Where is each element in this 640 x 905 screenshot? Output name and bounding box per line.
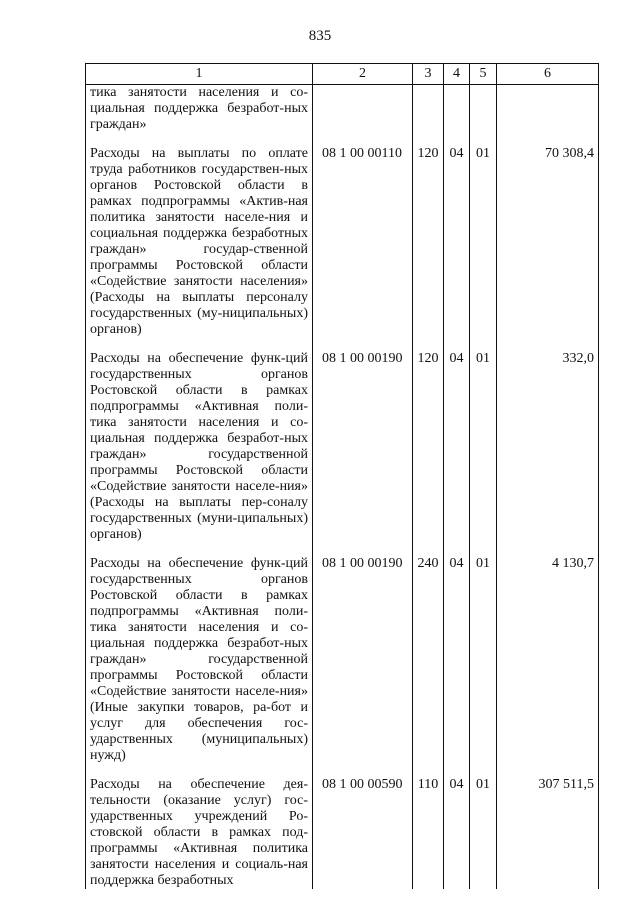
header-row (86, 64, 599, 85)
row-target-code (313, 85, 413, 142)
budget-table (85, 63, 599, 889)
row-subsection: 01 (470, 346, 497, 551)
table-row (86, 346, 599, 551)
row-target-code: 08 1 00 00190 (313, 346, 413, 551)
row-expense-type: 110 (413, 772, 444, 889)
table-header (86, 64, 599, 85)
row-description: Расходы на обеспечение дея-тельности (оказание услуг) гос-ударственных учреждений Ро-стовской области в рамках под-программы «Активная политика занятости населения и социаль-ная поддержка безработных (86, 772, 313, 889)
header-col-1: 1 (86, 64, 313, 85)
row-expense-type: 120 (413, 141, 444, 346)
row-expense-type (413, 85, 444, 142)
row-section: 04 (444, 772, 470, 889)
header-col-4: 4 (444, 64, 470, 85)
row-amount (497, 85, 599, 142)
header-col-5: 5 (470, 64, 497, 85)
page-number: 835 (308, 28, 332, 44)
row-amount: 332,0 (497, 346, 599, 551)
row-amount: 4 130,7 (497, 551, 599, 772)
header-col-6: 6 (497, 64, 599, 85)
row-description: тика занятости населения и со-циальная поддержка безработ-ных граждан» (86, 85, 313, 142)
row-target-code: 08 1 00 00190 (313, 551, 413, 772)
row-description: Расходы на выплаты по оплате труда работников государствен-ных органов Ростовской области в рамках подпрограммы «Актив-ная политика занятости населе-ния и социальная поддержка безработных граждан» государ-ственной программы Ростовской области «Содействие занятости населения» (Расходы на выплаты персоналу государственных (му-ниципальных) органов) (86, 141, 313, 346)
row-target-code: 08 1 00 00590 (313, 772, 413, 889)
table-row (86, 551, 599, 772)
row-expense-type: 120 (413, 346, 444, 551)
row-description: Расходы на обеспечение функ-ций государственных органов Ростовской области в рамках подпрограммы «Активная поли-тика занятости населения и со-циальная поддержка безработ-ных граждан» государственной программы Ростовской области «Содействие занятости населе-ния» (Расходы на выплаты пер-соналу государственных (муни-ципальных) органов) (86, 346, 313, 551)
table-row (86, 85, 599, 142)
row-subsection: 01 (470, 141, 497, 346)
table-row (86, 772, 599, 889)
row-target-code: 08 1 00 00110 (313, 141, 413, 346)
row-subsection: 01 (470, 772, 497, 889)
row-amount: 70 308,4 (497, 141, 599, 346)
header-col-2: 2 (313, 64, 413, 85)
row-amount: 307 511,5 (497, 772, 599, 889)
row-section: 04 (444, 141, 470, 346)
row-section: 04 (444, 346, 470, 551)
header-col-3: 3 (413, 64, 444, 85)
row-subsection (470, 85, 497, 142)
row-expense-type: 240 (413, 551, 444, 772)
row-description: Расходы на обеспечение функ-ций государственных органов Ростовской области в рамках подпрограммы «Активная поли-тика занятости населения и со-циальная поддержка безработ-ных граждан» государственной программы Ростовской области «Содействие занятости населе-ния» (Иные закупки товаров, ра-бот и услуг для обеспечения гос-ударственных (муниципальных) нужд) (86, 551, 313, 772)
table-row (86, 141, 599, 346)
table-body (86, 85, 599, 890)
row-section: 04 (444, 551, 470, 772)
row-section (444, 85, 470, 142)
row-subsection: 01 (470, 551, 497, 772)
